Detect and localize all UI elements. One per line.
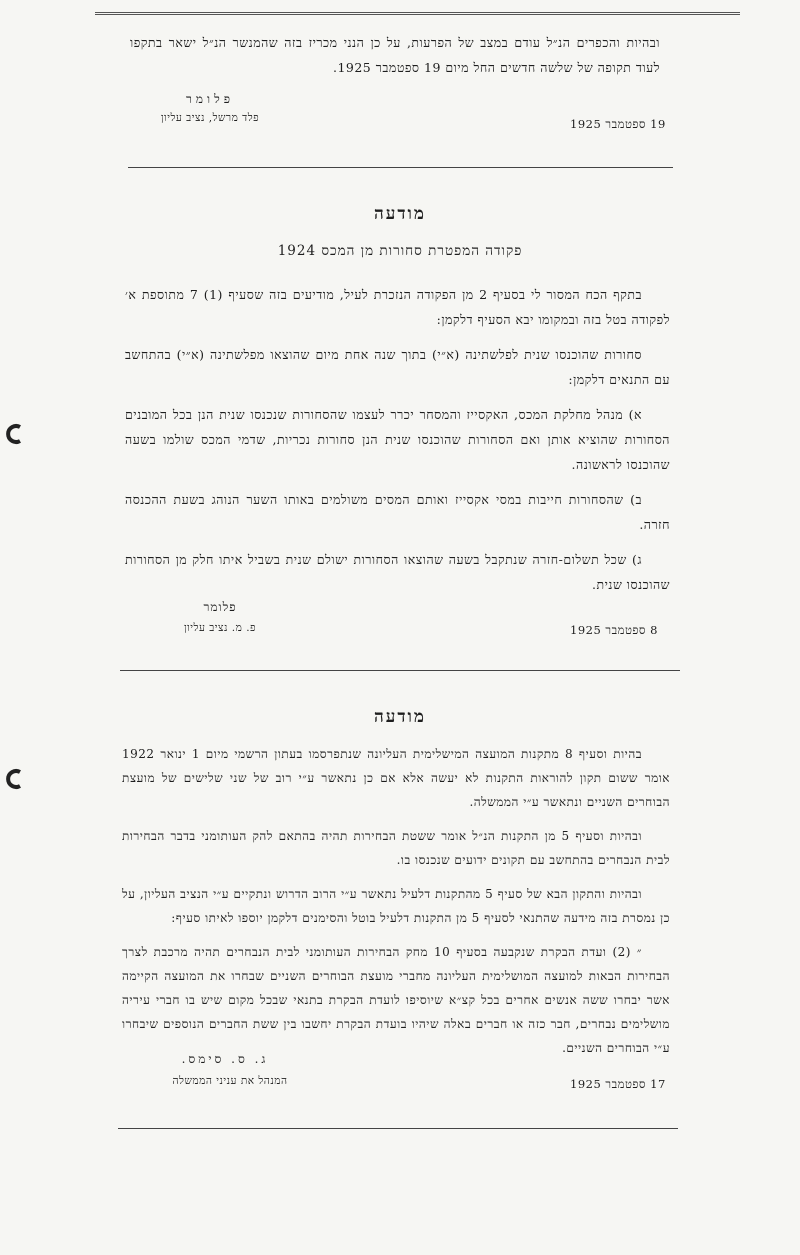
separator-1	[128, 167, 673, 168]
punch-hole-icon	[4, 423, 26, 445]
notice-1-date: 8 ספטמבר 1925	[570, 623, 658, 637]
notice-1-body	[125, 282, 670, 607]
notice-1-clause-c: ג) שכל תשלום-חזרה שנתקבל בשעה שהוצאו הסחורות ישולם שנית בשביל איתו חלק מן הסחורות שהוכנסו שנית.	[125, 552, 670, 592]
notice-1-clause-main: סחורות שהוכנסו שנית לפלשתינה (א״י) בתוך שנה אחת מיום שהוצאו מפלשתינה (א״י) בהתחשב עם התנאים דלקמן:	[125, 347, 670, 387]
top-notice-date: 19 ספטמבר 1925	[570, 117, 666, 131]
notice-2-paragraph-1: בהיות וסעיף 8 מתקנות המועצה המישלימית העליונה שנתפרסמו בעתון הרשמי מיום 1 ינואר 1922 אומר ששום תקון להוראות התקנות לא יעשה אלא אם כן נתאשר ע״י רוב של שני שלישים של מועצת הבוחרים השניים ונתאשר ע״י הממשלה.	[122, 747, 670, 809]
notice-2-paragraph-4: ״ (2) ועדת הבקרת שנקבעה בסעיף 10 מחק הבחירות העותומני לבית הנבחרים תהיה מרכבת לצרך הבחירות הבאות למועצה המושלימית העליונה מחברי מועצת הבוחרים השניים שבחרו את המועצה הקיימה אשר יבחרו ששה אנשים אחרים בכל קצ״א שיוסיפו לועדת הבקרת בתנאי שבכל מקום שיש בו חברי עיריה מושלימים נבחרים, חבר כזה או חברים באלה שיהיו בועדת הבקרת יחשבו בין ששת החברים הנוספים שיבחרו ע״י הבוחרים השניים.	[122, 945, 670, 1055]
notice-2-heading: מודעה	[373, 707, 426, 727]
notice-2-paragraph-2: ובהיות וסעיף 5 מן התקנות הנ״ל אומר ששטת הבחירות תהיה בהתאם להק העותומני בדבר הבחירות לבית הנבחרים בהתחשב עם תקונים ידועים שנכנסו בו.	[122, 829, 670, 867]
notice-1-clause-a: א) מנהל מחלקת המכס, האקסייז והמסחר יכרר לעצמו שהסחורות שנכנסו שנית הנן בכל המובנים הסחורות שהוציא אותן ואם הסחורות שהוכנסו שנית הנן סחורות נכריות, שדמי המכס שולמו בשעה שהוכנסו לראשונה.	[125, 407, 670, 472]
notice-2-paragraph-3: ובהיות והתקון הבא של סעיף 5 מהתקנות דלעיל נתאשר ע״י הרוב הדרוש ונתקיים ע״י הנציב העליון, על כן נמסרת בזה מידעה שהתנאי לסעיף 5 מן התקנות דלעיל בוטל והסימנים דלקמן יוספו לאיתו סעיף:	[122, 887, 670, 925]
notice-1-heading: מודעה	[373, 204, 426, 224]
notice-2-date: 17 ספטמבר 1925	[570, 1077, 666, 1091]
top-signature-name: פלומר	[186, 92, 234, 106]
notice-2-signature-name: ג. ס. סימס.	[181, 1052, 269, 1066]
notice-1-signature-name: פלומר	[203, 600, 237, 614]
punch-hole-icon	[4, 768, 26, 790]
top-notice-paragraph	[130, 30, 660, 90]
notice-2-signature-title: המנהל את עניני הממשלה	[172, 1075, 288, 1087]
notice-1-clause-b: ב) שהסחורות חייבות במסי אקסייז ואותם המסים משולמים באותו השער הנוהג בשעת ההכנסה חזרה.	[125, 492, 670, 532]
separator-3	[118, 1128, 678, 1129]
separator-2	[120, 670, 680, 671]
notice-1-intro: בתקף הכח המסור לי בסעיף 2 מן הפקודה הנזכרת לעיל, מודיעים בזה שסעיף (1) 7 מתוספת א׳ לפקודה בטל בזה ובמקומו יבא הסעיף דלקמן:	[125, 287, 670, 327]
top-notice-text: ובהיות והכפרים הנ״ל עודם במצב של הפרעות, על כן הנני מכריז בזה שהמנשר הנ״ל ישאר בתקפו לעוד תקופה של שלשה חדשים החל מיום 19 ספטמבר 1925.	[130, 35, 660, 75]
notice-2-body	[122, 742, 670, 1070]
notice-1-subheading: פקודה המפטרת סחורות מן המכס 1924	[277, 243, 523, 259]
notice-1-signature-title: פ. מ. נציב עליון	[183, 622, 257, 634]
top-double-rule	[95, 12, 740, 15]
top-signature-title: פלד מרשל, נציב עליון	[160, 112, 260, 124]
